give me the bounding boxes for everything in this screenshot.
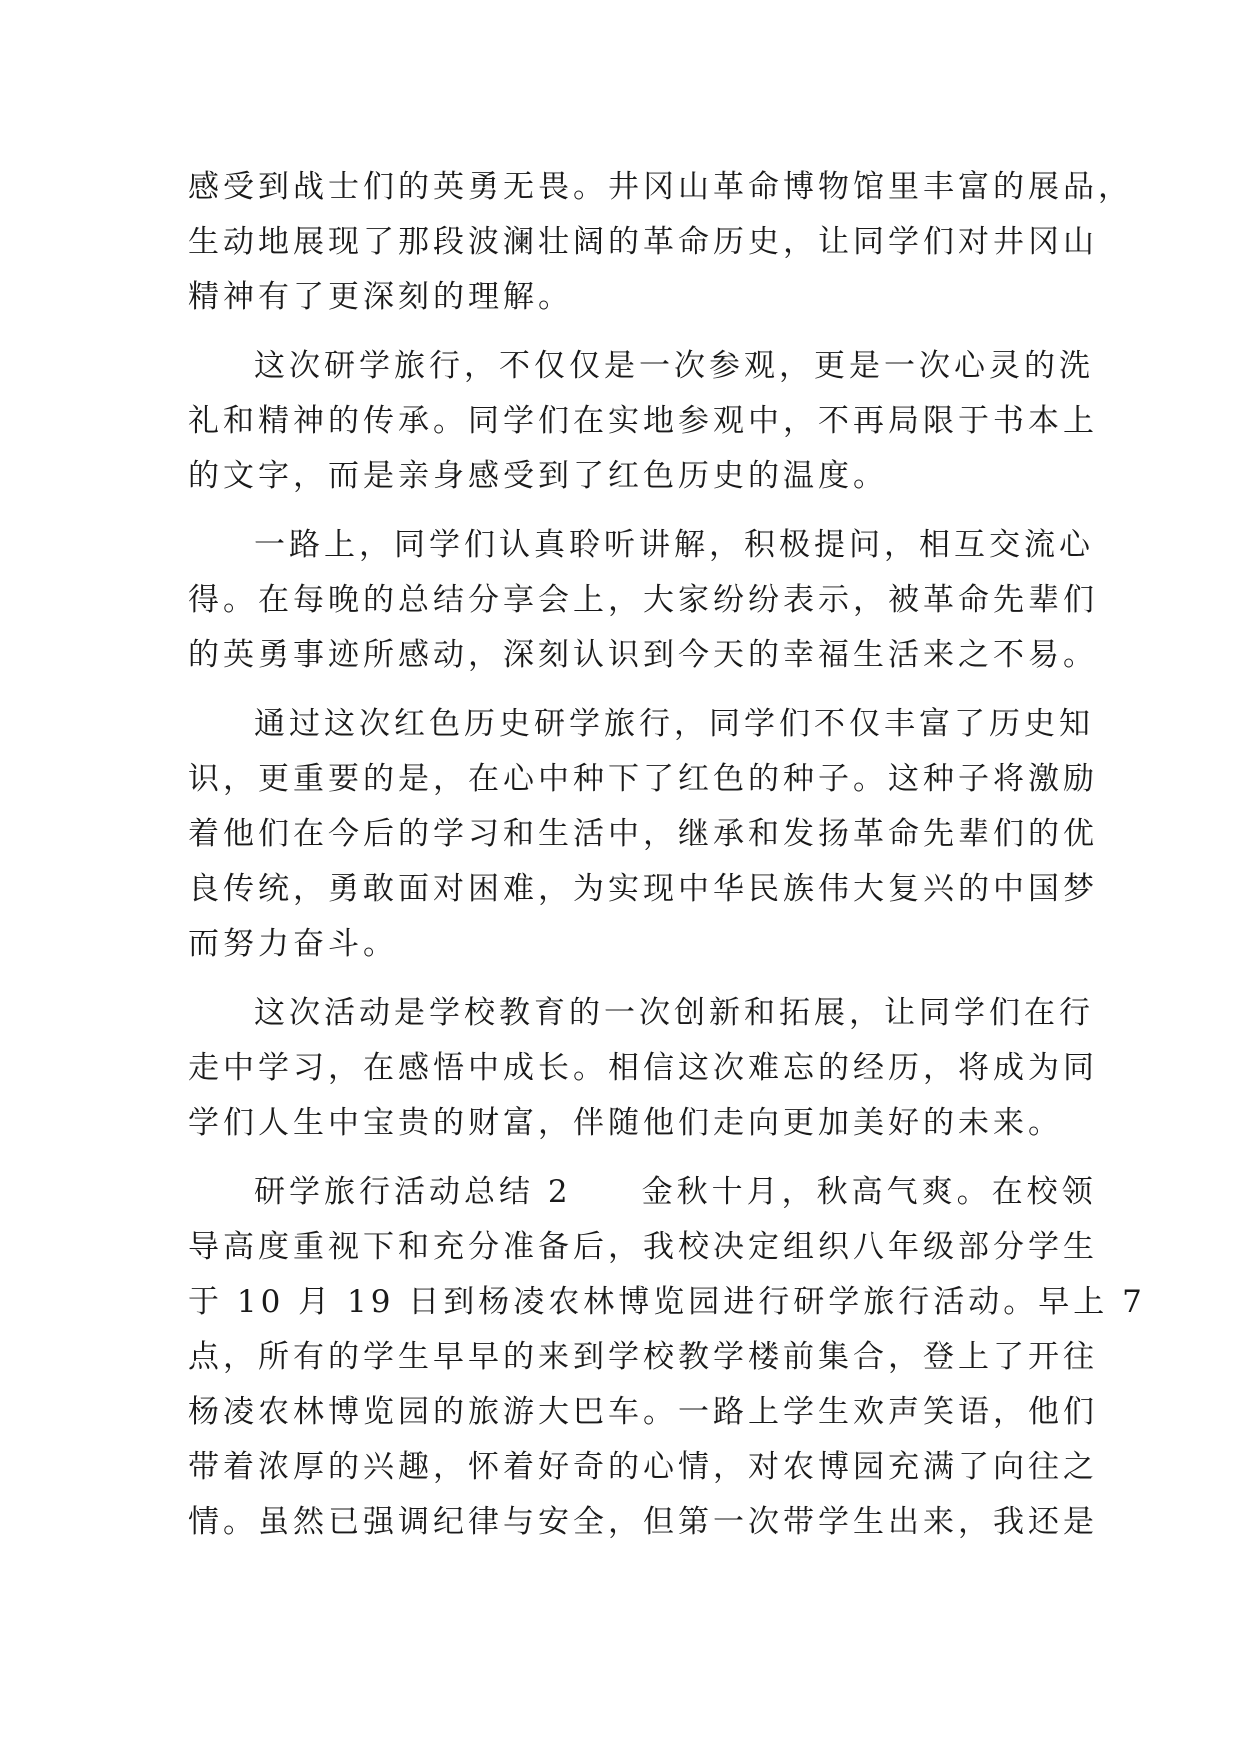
text-line: 的文字，而是亲身感受到了红色历史的温度。	[188, 458, 888, 494]
text-line: 礼和精神的传承。同学们在实地参观中，不再局限于书本上	[188, 403, 1098, 439]
text-line: 这次研学旅行，不仅仅是一次参观，更是一次心灵的洗	[254, 348, 1094, 384]
text-line: 而努力奋斗。	[188, 926, 398, 962]
text-line: 感受到战士们的英勇无畏。井冈山革命博物馆里丰富的展品，	[188, 169, 1133, 205]
text-line: 精神有了更深刻的理解。	[188, 279, 573, 315]
text-line: 导高度重视下和充分准备后，我校决定组织八年级部分学生	[188, 1229, 1098, 1265]
text-line: 学们人生中宝贵的财富，伴随他们走向更加美好的未来。	[188, 1105, 1063, 1141]
text-line: 生动地展现了那段波澜壮阔的革命历史，让同学们对井冈山	[188, 224, 1098, 260]
text-line: 着他们在今后的学习和生活中，继承和发扬革命先辈们的优	[188, 816, 1098, 852]
text-line: 情。虽然已强调纪律与安全，但第一次带学生出来，我还是	[188, 1504, 1098, 1540]
text-line: 一路上，同学们认真聆听讲解，积极提问，相互交流心	[254, 527, 1094, 563]
text-line: 得。在每晚的总结分享会上，大家纷纷表示，被革命先辈们	[188, 582, 1098, 618]
text-line: 这次活动是学校教育的一次创新和拓展，让同学们在行	[254, 995, 1094, 1031]
text-line: 识，更重要的是，在心中种下了红色的种子。这种子将激励	[188, 761, 1098, 797]
text-line: 研学旅行活动总结 2 金秋十月，秋高气爽。在校领	[254, 1174, 1097, 1210]
text-line: 于 10 月 19 日到杨凌农林博览园进行研学旅行活动。早上 7	[188, 1284, 1146, 1320]
body-text	[188, 160, 1146, 1550]
text-line: 走中学习，在感悟中成长。相信这次难忘的经历，将成为同	[188, 1050, 1098, 1086]
text-line: 通过这次红色历史研学旅行，同学们不仅丰富了历史知	[254, 706, 1094, 742]
text-line: 良传统，勇敢面对困难，为实现中华民族伟大复兴的中国梦	[188, 871, 1098, 907]
text-line: 杨凌农林博览园的旅游大巴车。一路上学生欢声笑语，他们	[188, 1394, 1098, 1430]
text-line: 的英勇事迹所感动，深刻认识到今天的幸福生活来之不易。	[188, 637, 1098, 673]
text-line: 带着浓厚的兴趣，怀着好奇的心情，对农博园充满了向往之	[188, 1449, 1098, 1485]
text-line: 点，所有的学生早早的来到学校教学楼前集合，登上了开往	[188, 1339, 1098, 1375]
